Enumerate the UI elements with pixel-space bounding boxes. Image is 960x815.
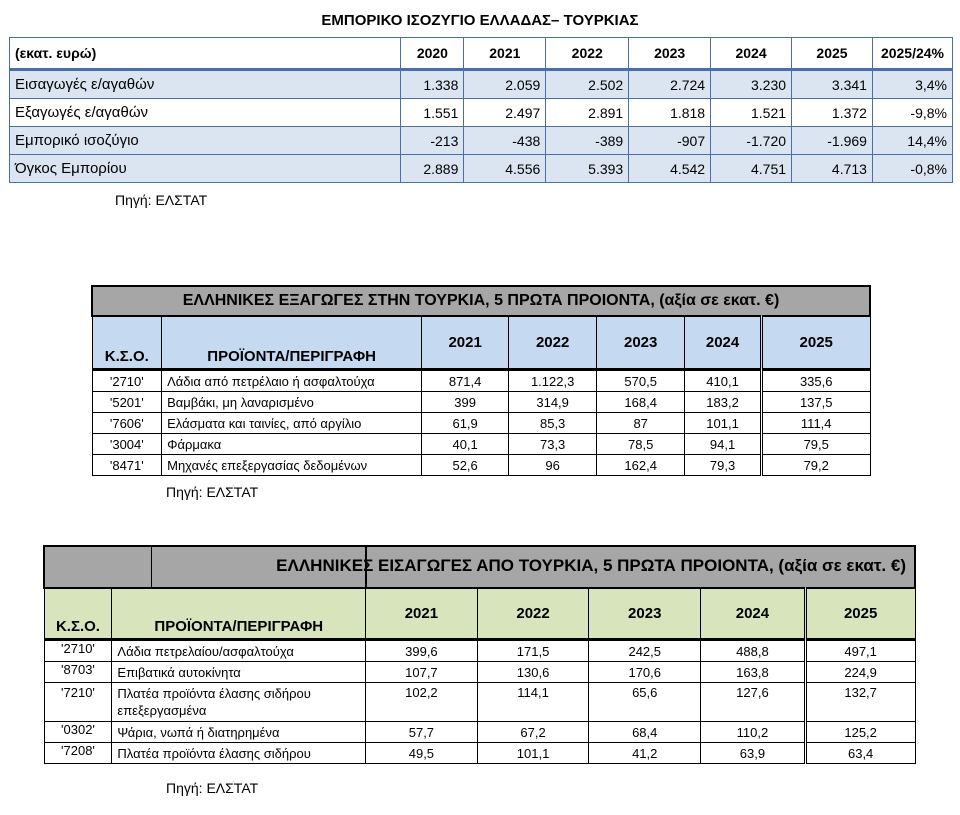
year-header: 2021 — [422, 316, 509, 370]
cell: 79,2 — [761, 455, 870, 476]
cell: 183,2 — [685, 392, 762, 413]
cell: 87 — [597, 413, 685, 434]
cell: 162,4 — [597, 455, 685, 476]
year-header: 2022 — [477, 588, 589, 640]
exports-table — [91, 285, 871, 476]
cell: 2.497 — [464, 99, 546, 127]
year-header: 2025 — [805, 588, 915, 640]
table-row — [10, 99, 953, 127]
product-code: '8703' — [44, 662, 112, 683]
column-header: 2025/24% — [872, 38, 952, 70]
imports-table — [43, 545, 916, 764]
table-row — [92, 434, 870, 455]
table-row — [44, 722, 915, 743]
cell: 3,4% — [872, 70, 952, 99]
cell: 40,1 — [422, 434, 509, 455]
cell: 102,2 — [366, 683, 478, 722]
cell: 114,1 — [477, 683, 589, 722]
cell: 1.122,3 — [509, 370, 597, 392]
product-code: '7208' — [44, 743, 112, 764]
product-code: '8471' — [92, 455, 162, 476]
year-header: 2023 — [597, 316, 685, 370]
imports-title: ΕΛΛΗΝΙΚΕΣ ΕΙΣΑΓΩΓΕΣ ΑΠΟ ΤΟΥΡΚΙΑ, 5 ΠΡΩΤΑ ΠΡΟΙΟΝΤΑ, (αξία σε εκατ. €) — [276, 556, 906, 575]
cell: 335,6 — [761, 370, 870, 392]
product-description: Λάδια πετρελαίου/ασφαλτούχα — [112, 640, 366, 662]
cell: 2.889 — [401, 155, 464, 183]
cell: 101,1 — [685, 413, 762, 434]
product-code: '0302' — [44, 722, 112, 743]
table-header-row — [44, 588, 915, 640]
cell: 4.542 — [629, 155, 711, 183]
product-code: '7210' — [44, 683, 112, 722]
cell: 1.338 — [401, 70, 464, 99]
product-description: Πλατέα προϊόντα έλασης σιδήρου — [112, 743, 366, 764]
cell: 399,6 — [366, 640, 478, 662]
product-description: Ελάσματα και ταινίες, από αργίλιο — [162, 413, 422, 434]
product-description: Βαμβάκι, μη λαναρισμένο — [162, 392, 422, 413]
cell: 96 — [509, 455, 597, 476]
column-header: 2020 — [401, 38, 464, 70]
product-code: '2710' — [92, 370, 162, 392]
product-code: '5201' — [92, 392, 162, 413]
year-header: 2025 — [761, 316, 870, 370]
cell: 4.713 — [792, 155, 873, 183]
cell: 127,6 — [701, 683, 806, 722]
cell: 570,5 — [597, 370, 685, 392]
product-description: Ψάρια, νωπά ή διατηρημένα — [112, 722, 366, 743]
cell: 242,5 — [589, 640, 701, 662]
cell: 110,2 — [701, 722, 806, 743]
cell: -9,8% — [872, 99, 952, 127]
year-header: 2021 — [366, 588, 478, 640]
table-row — [92, 455, 870, 476]
table-row — [44, 662, 915, 683]
cell: 3.341 — [792, 70, 873, 99]
cell: 1.521 — [711, 99, 792, 127]
column-header: 2023 — [629, 38, 711, 70]
cell: 488,8 — [701, 640, 806, 662]
source-note: Πηγή: ΕΛΣΤΑΤ — [166, 484, 259, 500]
cell: 61,9 — [422, 413, 509, 434]
table-row — [10, 155, 953, 183]
description-header: ΠΡΟΪΟΝΤΑ/ΠΕΡΙΓΡΑΦΗ — [162, 316, 422, 370]
cell: 73,3 — [509, 434, 597, 455]
cell: 65,6 — [589, 683, 701, 722]
product-code: '3004' — [92, 434, 162, 455]
table-row — [92, 392, 870, 413]
row-label: Όγκος Εμπορίου — [10, 155, 401, 183]
cell: 132,7 — [805, 683, 915, 722]
product-description: Επιβατικά αυτοκίνητα — [112, 662, 366, 683]
exports-title: ΕΛΛΗΝΙΚΕΣ ΕΞΑΓΩΓΕΣ ΣΤΗΝ ΤΟΥΡΚΙΑ, 5 ΠΡΩΤΑ ΠΡΟΙΟΝΤΑ, (αξία σε εκατ. €) — [92, 286, 870, 316]
product-code: '2710' — [44, 640, 112, 662]
cell: 41,2 — [589, 743, 701, 764]
cell: 314,9 — [509, 392, 597, 413]
cell: 871,4 — [422, 370, 509, 392]
cell: 79,5 — [761, 434, 870, 455]
cell: 125,2 — [805, 722, 915, 743]
description-header: ΠΡΟΪΟΝΤΑ/ΠΕΡΙΓΡΑΦΗ — [112, 588, 366, 640]
cell: 78,5 — [597, 434, 685, 455]
product-description: Πλατέα προϊόντα έλασης σιδήρου επεξεργασμένα — [112, 683, 366, 722]
year-header: 2022 — [509, 316, 597, 370]
cell: -1.969 — [792, 127, 873, 155]
cell: 107,7 — [366, 662, 478, 683]
cell: -907 — [629, 127, 711, 155]
product-code: '7606' — [92, 413, 162, 434]
year-header: 2023 — [589, 588, 701, 640]
cell: 63,4 — [805, 743, 915, 764]
cell: 67,2 — [477, 722, 589, 743]
product-description: Μηχανές επεξεργασίας δεδομένων — [162, 455, 422, 476]
column-header: 2024 — [711, 38, 792, 70]
trade-balance-title: ΕΜΠΟΡΙΚΟ ΙΣΟΖΥΓΙΟ ΕΛΛΑΔΑΣ– ΤΟΥΡΚΙΑΣ — [321, 12, 639, 29]
cell: 111,4 — [761, 413, 870, 434]
cell: 49,5 — [366, 743, 478, 764]
cell: 163,8 — [701, 662, 806, 683]
exports-title-row — [92, 286, 870, 316]
product-description: Λάδια από πετρέλαιο ή ασφαλτούχα — [162, 370, 422, 392]
table-row — [92, 370, 870, 392]
table-row — [44, 640, 915, 662]
cell: -389 — [546, 127, 629, 155]
cell: 1.372 — [792, 99, 873, 127]
cell: 57,7 — [366, 722, 478, 743]
cell: 2.059 — [464, 70, 546, 99]
table-row — [44, 683, 915, 722]
cell: -0,8% — [872, 155, 952, 183]
table-row — [44, 743, 915, 764]
code-header: Κ.Σ.Ο. — [92, 316, 162, 370]
cell: 171,5 — [477, 640, 589, 662]
column-header: 2022 — [546, 38, 629, 70]
column-header: 2021 — [464, 38, 546, 70]
cell: 14,4% — [872, 127, 952, 155]
cell: 4.556 — [464, 155, 546, 183]
cell: 1.551 — [401, 99, 464, 127]
cell: 79,3 — [685, 455, 762, 476]
cell: 2.724 — [629, 70, 711, 99]
table-row — [10, 127, 953, 155]
cell: 52,6 — [422, 455, 509, 476]
row-label: Εισαγωγές ε/αγαθών — [10, 70, 401, 99]
year-header: 2024 — [701, 588, 806, 640]
cell: 94,1 — [685, 434, 762, 455]
source-note: Πηγή: ΕΛΣΤΑΤ — [115, 192, 208, 208]
row-label: Εμπορικό ισοζύγιο — [10, 127, 401, 155]
cell: 2.891 — [546, 99, 629, 127]
cell: 130,6 — [477, 662, 589, 683]
year-header: 2024 — [685, 316, 762, 370]
cell: 170,6 — [589, 662, 701, 683]
cell: -1.720 — [711, 127, 792, 155]
cell: 101,1 — [477, 743, 589, 764]
table-header-row — [92, 316, 870, 370]
product-description: Φάρμακα — [162, 434, 422, 455]
cell: 3.230 — [711, 70, 792, 99]
cell: 63,9 — [701, 743, 806, 764]
cell: 68,4 — [589, 722, 701, 743]
cell: 1.818 — [629, 99, 711, 127]
table-row — [10, 70, 953, 99]
code-header: Κ.Σ.Ο. — [44, 588, 112, 640]
cell: 137,5 — [761, 392, 870, 413]
cell: 2.502 — [546, 70, 629, 99]
unit-label: (εκατ. ευρώ) — [10, 38, 401, 70]
cell: 85,3 — [509, 413, 597, 434]
cell: 5.393 — [546, 155, 629, 183]
cell: 497,1 — [805, 640, 915, 662]
cell: -213 — [401, 127, 464, 155]
cell: 224,9 — [805, 662, 915, 683]
trade-balance-table — [9, 37, 953, 183]
cell: -438 — [464, 127, 546, 155]
cell: 410,1 — [685, 370, 762, 392]
cell: 399 — [422, 392, 509, 413]
table-row — [92, 413, 870, 434]
cell: 4.751 — [711, 155, 792, 183]
row-label: Εξαγωγές ε/αγαθών — [10, 99, 401, 127]
column-header: 2025 — [792, 38, 873, 70]
table-header-row — [10, 38, 953, 70]
source-note: Πηγή: ΕΛΣΤΑΤ — [166, 780, 259, 796]
cell: 168,4 — [597, 392, 685, 413]
